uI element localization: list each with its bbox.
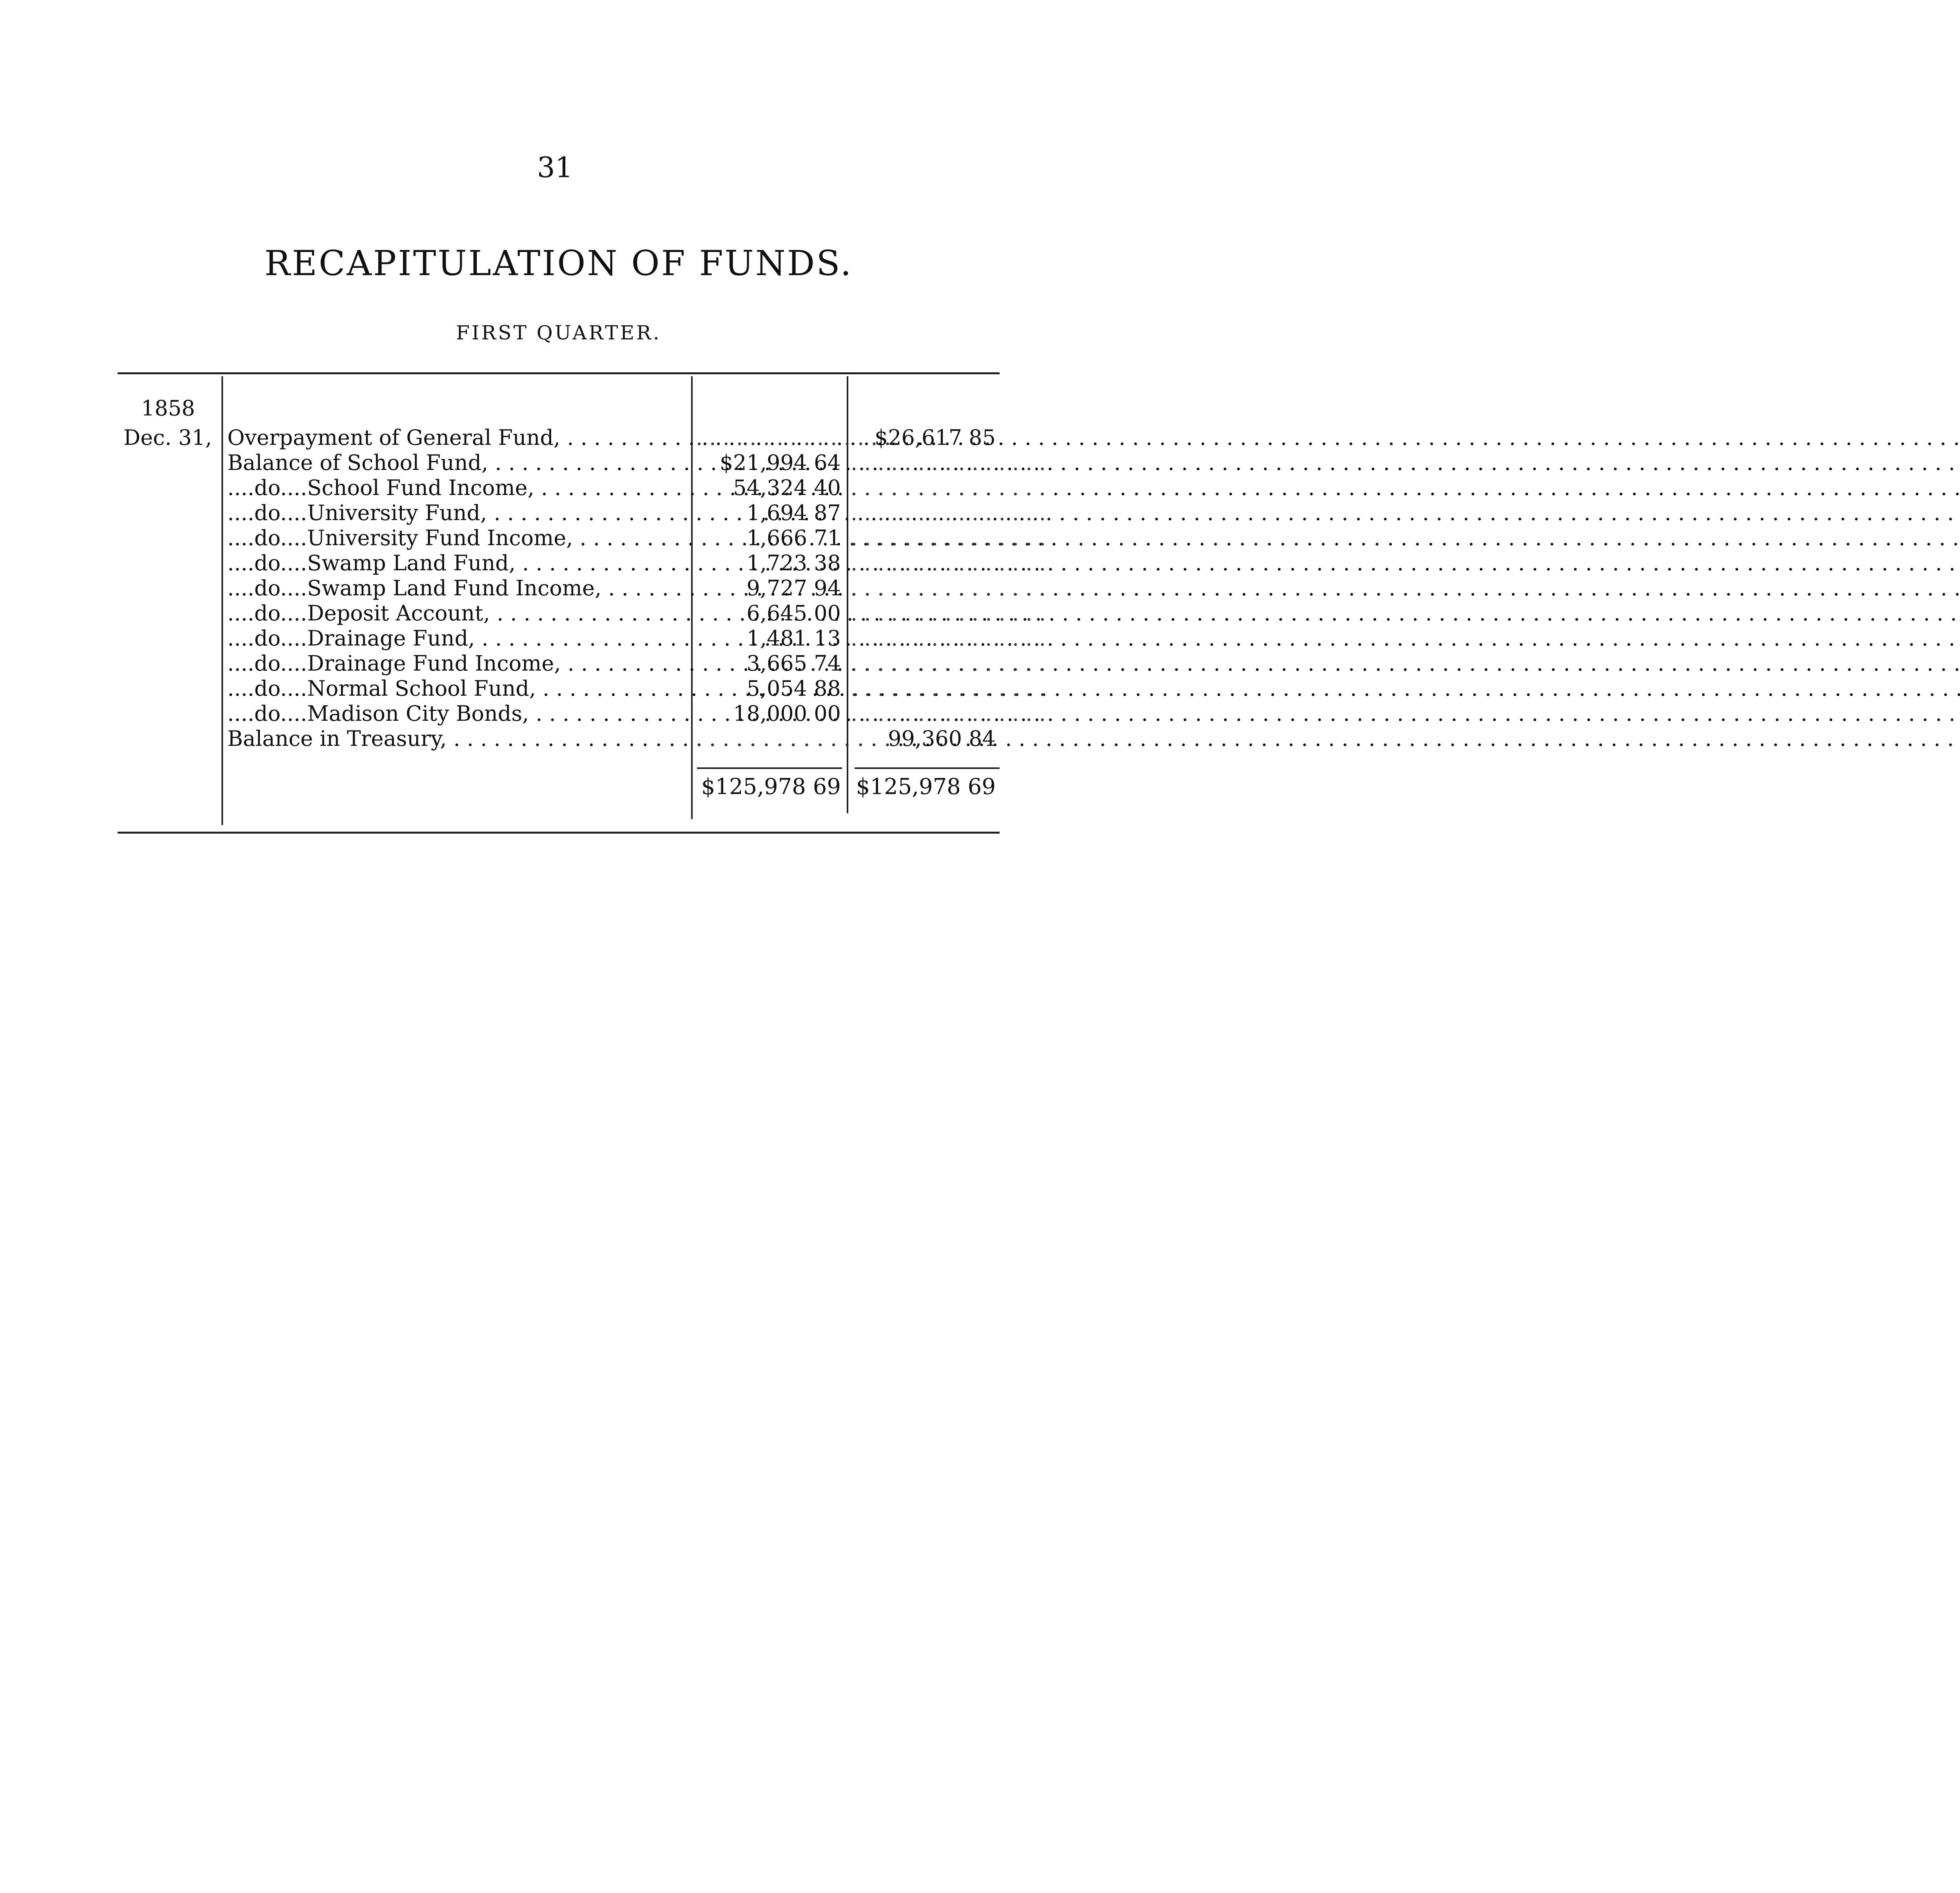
fund-description: Overpayment of General Fund, . . .: [227, 425, 686, 450]
table-row: [227, 500, 1046, 526]
leader-dots: . . . . . . . . . . . . . . .: [851, 526, 1046, 550]
bottom-rule: [118, 832, 1000, 834]
leader-dots: . . . . . . . . . . . . . . .: [851, 626, 1046, 651]
table-row: [227, 475, 1046, 500]
fund-description: ....do....Swamp Land Fund Income, . . .: [227, 576, 686, 600]
entry-year: 1858: [141, 396, 195, 421]
leader-dots: . . . . . . . . . . . . . . .: [696, 726, 891, 751]
table-row: [227, 701, 1046, 726]
table-row: [227, 726, 996, 751]
page-title: RECAPITULATION OF FUNDS.: [264, 243, 853, 283]
fund-description: ....do....Drainage Fund, . . .: [227, 626, 686, 651]
fund-description: ....do....Madison City Bonds, . . .: [227, 701, 686, 726]
table-row: [227, 576, 1046, 601]
leader-dots: . . . . . . . . . . . . . . .: [696, 425, 891, 450]
leader-dots: . . . . . . . . . . . . . . .: [851, 701, 1046, 726]
table-row: [227, 551, 1046, 576]
leader-dots: . . . . . . . . . . . . . . .: [851, 576, 1046, 600]
sum-line-2: [855, 767, 1000, 769]
amount-column-1: 9,727 94: [746, 576, 841, 600]
table-row: [227, 676, 1046, 701]
leader-dots: . . . . . . . . . . . . . . .: [851, 651, 1046, 676]
fund-description: ....do....Normal School Fund, . . .: [227, 676, 686, 701]
leader-dots: . . . . . . . . . . . . . . .: [851, 500, 1046, 525]
leader-dots: . . . . . . . . . . . . . . .: [851, 551, 1046, 575]
amount-column-1: 5,054 88: [746, 676, 841, 701]
leader-dots: . . . . . . . . . . . . . . .: [851, 475, 1046, 500]
amount-column-1: $21,994 64: [719, 450, 841, 475]
sum-line-1: [697, 767, 842, 769]
amount-column-1: 18,000 00: [733, 701, 841, 726]
table-row: [227, 450, 1046, 475]
page-subtitle: FIRST QUARTER.: [456, 321, 661, 344]
amount-column-1: 1,723 38: [746, 551, 841, 575]
page-number: 31: [537, 151, 573, 184]
amount-column-1: 54,324 40: [733, 475, 841, 500]
table-row: [227, 626, 1046, 651]
fund-description: ....do....Drainage Fund Income, . . .: [227, 651, 686, 676]
amount-column-1: 3,665 74: [746, 651, 841, 676]
total-column-2: $125,978 69: [856, 774, 996, 800]
total-column-1: $125,978 69: [701, 774, 841, 800]
fund-description: Balance in Treasury, . . .: [227, 726, 686, 751]
totals-row: [227, 774, 996, 799]
amount-column-2: 99,360 84: [888, 726, 996, 751]
table-row: [227, 526, 1046, 551]
leader-dots: . . . . . . . . . . . . . . .: [851, 450, 1046, 475]
table-row: [227, 651, 1046, 676]
fund-description: ....do....University Fund Income, . . .: [227, 526, 686, 550]
fund-description: ....do....University Fund, . . .: [227, 500, 686, 525]
amount-column-1: 1,481 13: [746, 626, 841, 651]
amount-column-1: 1,666 71: [746, 526, 841, 550]
fund-description: Balance of School Fund, . . .: [227, 450, 686, 475]
entry-date: Dec. 31,: [123, 425, 212, 450]
top-rule: [118, 372, 1000, 374]
table-row: [227, 425, 996, 450]
fund-description: ....do....Swamp Land Fund, . . .: [227, 551, 686, 575]
fund-description: ....do....School Fund Income, . . .: [227, 475, 686, 500]
leader-dots: . . . . . . . . . . . . . . .: [851, 601, 1046, 626]
amount-column-1: 1,694 87: [746, 500, 841, 525]
amount-column-2: $26,617 85: [874, 425, 996, 450]
column-divider-date: [221, 376, 223, 825]
leader-dots: . . . . . . . . . . . . . . .: [851, 676, 1046, 701]
table-row: [227, 601, 1046, 626]
fund-description: ....do....Deposit Account, . . .: [227, 601, 686, 626]
amount-column-1: 6,645 00: [746, 601, 841, 626]
